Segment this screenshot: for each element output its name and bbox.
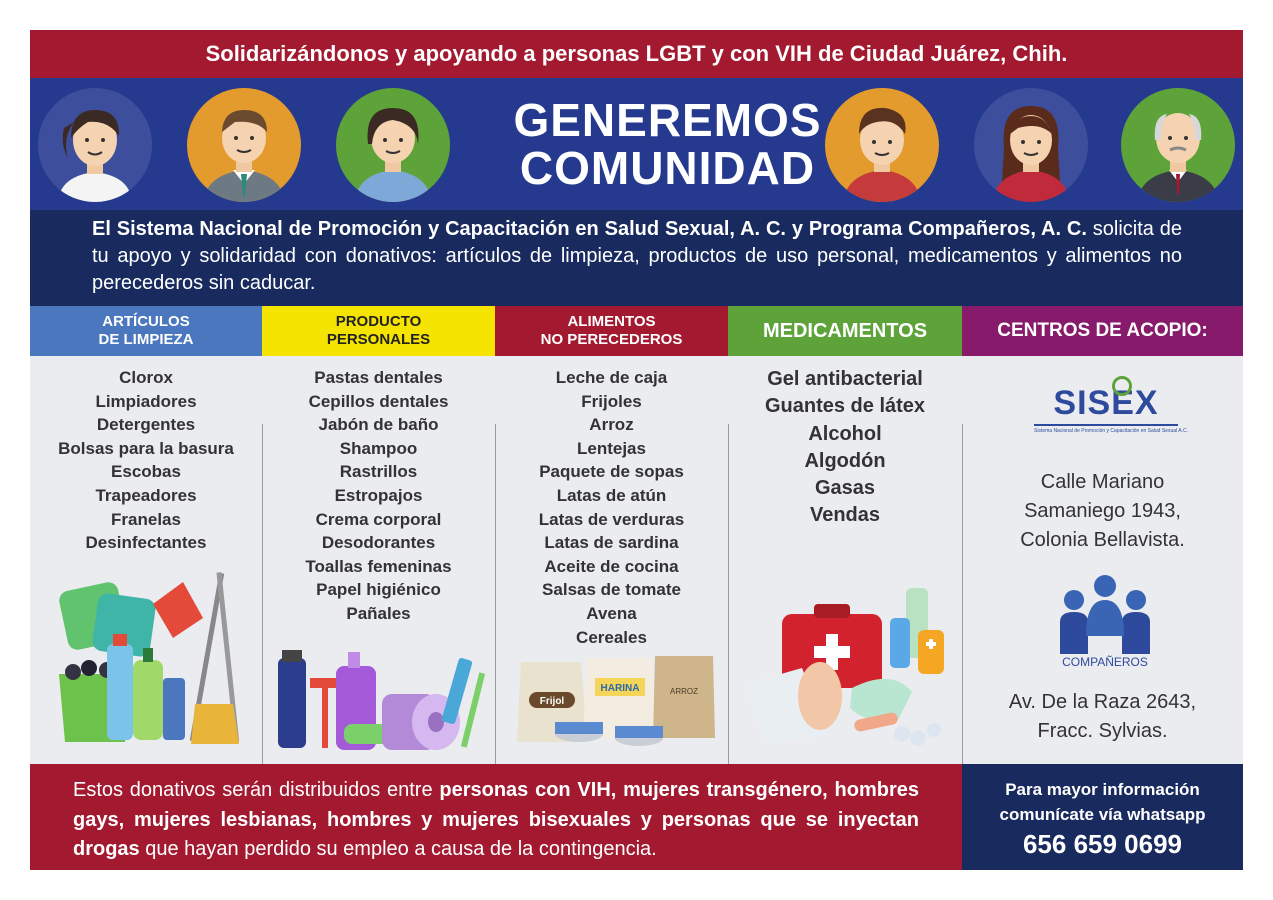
harina-label: HARINA — [600, 683, 640, 694]
intro-org-line: El Sistema Nacional de Promoción y Capacitación en Salud Sexual, A. C. y Programa Compañeros, A. C. — [92, 218, 1087, 240]
hero-title — [470, 96, 865, 192]
item: Alcohol — [808, 422, 882, 445]
category-header-personal — [262, 306, 495, 356]
distribution-notice — [30, 764, 962, 870]
item: Aceite de cocina — [544, 556, 679, 576]
item: Pastas dentales — [314, 368, 443, 387]
hero-title-line1: GENEREMOS — [513, 94, 822, 146]
item: Latas de verduras — [538, 509, 685, 529]
category-header-line: PRODUCTO — [335, 313, 422, 330]
category-header-line: NO PERECEDEROS — [540, 331, 683, 348]
companeros-logo-text: COMPAÑEROS — [1062, 655, 1148, 669]
category-header-line: MEDICAMENTOS — [762, 320, 928, 342]
item: Papel higiénico — [316, 580, 441, 600]
personal-products-illustration — [274, 648, 489, 752]
avatar-woman-ponytail — [38, 88, 152, 202]
avatar-woman-long-hair — [974, 88, 1088, 202]
frijol-label: Frijol — [539, 696, 565, 707]
top-banner — [30, 30, 1243, 78]
item: Latas de sardina — [544, 533, 679, 553]
cleaning-items-list — [30, 366, 262, 555]
item: Gel antibacterial — [767, 368, 923, 390]
item: Escobas — [111, 462, 181, 482]
address-line: Fracc. Sylvias. — [1037, 720, 1168, 742]
cleaning-supplies-illustration — [55, 564, 245, 750]
item: Leche de caja — [555, 368, 668, 387]
intro-body: solicita de tu apoyo y solidaridad con donativos: artículos de limpieza, productos de uso personal, medicamentos y alimentos no perecederos sin caducar. — [92, 218, 1182, 294]
category-header-medicine — [728, 306, 962, 356]
category-header-centers — [962, 306, 1243, 356]
contact-line1: Para mayor información — [1005, 780, 1200, 799]
sisex-address — [962, 468, 1243, 555]
item: Cepillos dentales — [308, 391, 449, 411]
intro-section — [30, 210, 1243, 306]
intro-text — [92, 216, 1182, 297]
distribution-text — [73, 776, 919, 865]
item: Gasas — [814, 477, 876, 500]
sisex-logo — [1034, 384, 1188, 448]
category-header-line: CENTROS DE ACOPIO: — [997, 320, 1208, 341]
content-area — [30, 356, 1243, 764]
distribution-text-end: que hayan perdido su empleo a causa de la contingencia. — [139, 838, 657, 860]
category-header-food — [495, 306, 728, 356]
personal-items-list — [262, 366, 495, 626]
sisex-gender-symbol-icon — [1112, 376, 1132, 396]
item: Clorox — [119, 368, 173, 387]
item: Frijoles — [581, 391, 642, 411]
address-line: Colonia Bellavista. — [1020, 529, 1185, 551]
item: Franelas — [111, 509, 181, 529]
distribution-text-groups: personas con VIH, mujeres transgénero, hombres gays, mujeres lesbianas, hombres y mujeres bisexuales y personas que se inyectan drogas — [73, 779, 919, 860]
item: Toallas femeninas — [305, 556, 452, 576]
item: Estropajos — [334, 485, 423, 505]
item: Rastrillos — [339, 462, 418, 482]
item: Avena — [586, 603, 637, 623]
category-header-line: ARTÍCULOS — [102, 313, 190, 330]
item: Crema corporal — [315, 509, 442, 529]
food-items-illustration — [517, 654, 717, 750]
item: Limpiadores — [95, 391, 197, 411]
item: Desodorantes — [321, 533, 436, 553]
address-line: Samaniego 1943, — [1024, 500, 1181, 522]
item: Jabón de baño — [318, 415, 439, 435]
food-items-list — [495, 366, 728, 649]
medicine-items-list — [728, 366, 962, 530]
item: Guantes de látex — [764, 395, 926, 418]
item: Lentejas — [577, 438, 646, 458]
arroz-label: ARROZ — [670, 687, 698, 696]
avatar-woman-short-hair — [336, 88, 450, 202]
item: Desinfectantes — [85, 533, 207, 553]
medical-supplies-illustration — [742, 584, 952, 754]
banner-text: Solidarizándonos y apoyando a personas LGBT y con VIH de Ciudad Juárez, Chih. — [205, 41, 1068, 66]
item: Vendas — [809, 504, 881, 527]
item: Pañales — [346, 603, 411, 623]
item: Shampoo — [339, 438, 418, 458]
item: Arroz — [589, 415, 634, 435]
whatsapp-phone[interactable]: 656 659 0699 — [1022, 829, 1183, 859]
item: Salsas de tomate — [542, 580, 681, 600]
avatar-elderly-man — [1121, 88, 1235, 202]
distribution-text-intro: Estos donativos serán distribuidos entre — [73, 779, 440, 801]
hero-section — [30, 78, 1243, 210]
category-header-line: ALIMENTOS — [567, 313, 656, 330]
item: Trapeadores — [95, 485, 197, 505]
avatar-man-tie — [187, 88, 301, 202]
item: Cereales — [576, 627, 647, 647]
avatar-young-man — [825, 88, 939, 202]
sisex-caption: Sistema Nacional de Promoción y Capacitación en Salud Sexual A.C. — [1034, 428, 1188, 434]
address-line: Av. De la Raza 2643, — [1008, 691, 1197, 713]
address-line: Calle Mariano — [1040, 471, 1165, 493]
companeros-address — [962, 688, 1243, 746]
item: Algodón — [804, 449, 886, 472]
companeros-people-icon — [1052, 574, 1158, 654]
hero-title-line2: COMUNIDAD — [519, 142, 816, 194]
contact-box — [962, 764, 1243, 870]
category-header-cleaning — [30, 306, 262, 356]
contact-line2: comunícate vía whatsapp — [999, 805, 1206, 824]
item: Detergentes — [96, 415, 196, 435]
sisex-logo-text: SISEX — [1053, 384, 1159, 422]
item: Bolsas para la basura — [58, 438, 234, 458]
item: Latas de atún — [556, 485, 667, 505]
category-header-line: DE LIMPIEZA — [98, 331, 194, 348]
category-header-line: PERSONALES — [326, 331, 431, 348]
item: Paquete de sopas — [539, 462, 684, 482]
